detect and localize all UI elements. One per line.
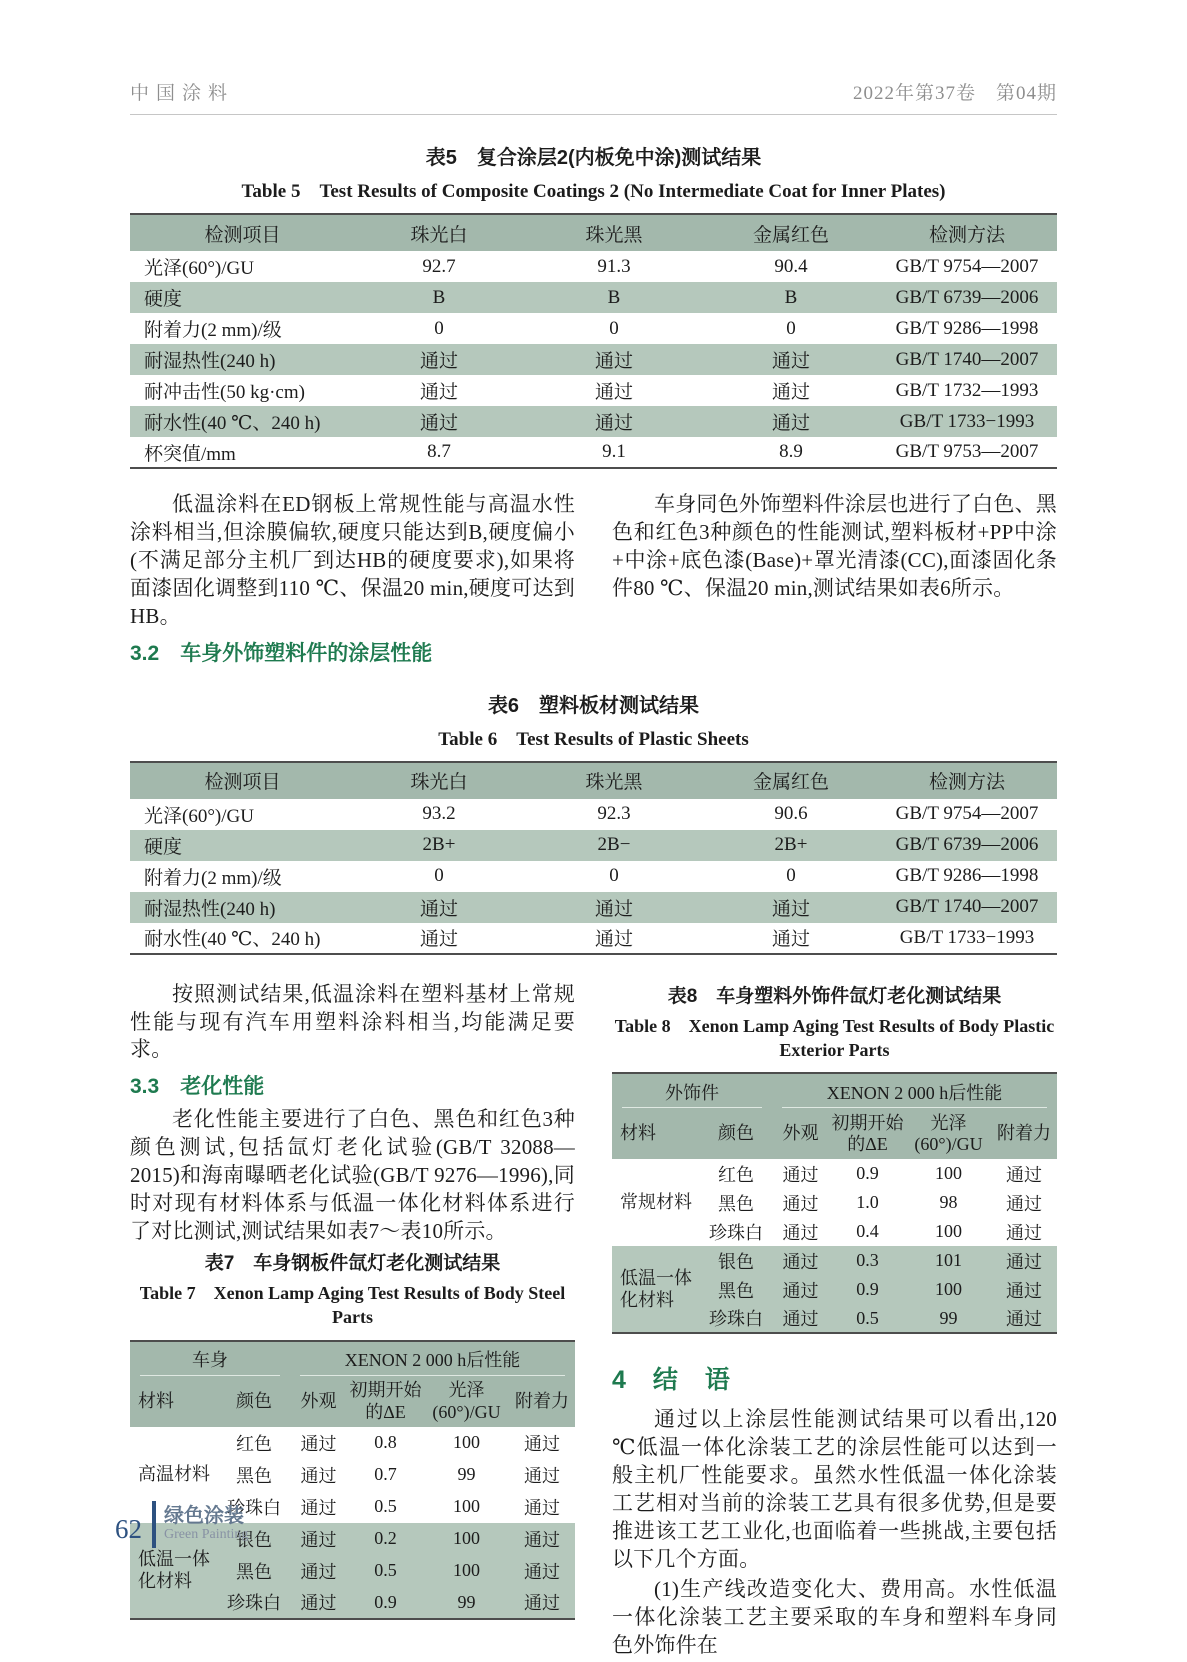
table-cell: 硬度 — [144, 289, 183, 310]
table-cell: 通过 — [524, 1561, 560, 1582]
table8-group-right: XENON 2 000 h后性能 — [772, 1073, 1057, 1109]
table-cell: 0.5 — [374, 1560, 397, 1581]
table-cell: 通过 — [419, 351, 458, 372]
paragraph-plastic-result: 按照测试结果,低温涂料在塑料基材上常规性能与现有汽车用塑料涂料相当,均能满足要求。 — [130, 981, 575, 1062]
table-cell: 通过 — [594, 351, 633, 372]
table-row — [130, 861, 1057, 892]
table8-body — [612, 1159, 1057, 1333]
table6-header-row — [130, 762, 1057, 799]
table8-group-header — [612, 1073, 1057, 1109]
table-cell: 硬度 — [144, 836, 183, 858]
table-cell: GB/T 9753—2007 — [895, 441, 1039, 462]
table7 — [130, 1340, 575, 1620]
column-header-cell: 珠光黑 — [523, 214, 705, 251]
table-cell: 92.3 — [597, 803, 631, 825]
table-cell: 8.7 — [427, 441, 451, 462]
column-header-cell: 附着力 — [509, 1377, 575, 1427]
column-header-cell: 检测方法 — [877, 762, 1057, 799]
table-cell: 耐湿热性(240 h) — [144, 898, 276, 920]
column-header-cell: 初期开始的ΔE — [829, 1109, 906, 1159]
material-cell: 高温材料 — [138, 1464, 210, 1485]
column-header-cell: 珠光白 — [355, 762, 523, 799]
table-row — [612, 1246, 1057, 1275]
table7-column-row — [130, 1377, 575, 1427]
section-row-1 — [130, 491, 1057, 673]
table-cell: GB/T 9754—2007 — [895, 803, 1039, 825]
table-cell: B — [607, 286, 621, 308]
table7-title-en: Table 7 Xenon Lamp Aging Test Results of Body Steel Parts — [139, 1282, 566, 1328]
table6-body — [130, 799, 1057, 954]
right-column-1 — [612, 491, 1057, 605]
table-cell: 通过 — [524, 1529, 560, 1550]
table-cell: 100 — [453, 1496, 480, 1517]
paragraph-conclusion-1: 通过以上涂层性能测试结果可以看出,120 ℃低温一体化涂装工艺的涂层性能可以达到一般主机厂性能要求。虽然水性低温一体化涂装工艺相对当前的涂装工艺具有很多优势,但是要推进该工艺工业化,也面临着一些挑战,主要包括以下几个方面。 — [612, 1407, 1057, 1571]
table-row — [130, 406, 1057, 437]
table-cell: 2B− — [597, 834, 631, 856]
table-row — [130, 892, 1057, 923]
table-cell: 0.9 — [856, 1163, 879, 1184]
table-cell: 1.0 — [856, 1192, 879, 1213]
table-cell: 耐湿热性(240 h) — [144, 351, 276, 372]
table-cell: 0 — [786, 865, 796, 887]
material-cell: 低温一体化材料 — [138, 1548, 210, 1592]
table-cell: 通过 — [594, 382, 633, 403]
column-header-cell: 光泽(60°)/GU — [424, 1377, 509, 1427]
table-cell: 通过 — [419, 929, 458, 951]
table-row — [130, 830, 1057, 861]
table-cell: 9.1 — [602, 441, 626, 462]
table-cell: 通过 — [782, 1193, 819, 1214]
table-cell: 黑色 — [718, 1193, 754, 1214]
table-cell: 耐水性(40 ℃、240 h) — [144, 929, 321, 951]
table-row — [130, 799, 1057, 830]
footer-divider-bar — [152, 1501, 156, 1548]
table-cell: 100 — [453, 1432, 480, 1453]
table-cell: 0.9 — [856, 1279, 879, 1300]
column-header-cell: 初期开始的ΔE — [347, 1377, 424, 1427]
table-cell: 通过 — [1006, 1309, 1042, 1330]
paragraph-conclusion-2: (1)生产线改造变化大、费用高。水性低温一体化涂装工艺主要采取的车身和塑料车身同色外饰件在 — [612, 1576, 1057, 1657]
table-cell: GB/T 9286—1998 — [895, 317, 1039, 339]
table-row — [130, 437, 1057, 468]
table-cell: 100 — [935, 1221, 962, 1242]
table-cell: 98 — [939, 1192, 958, 1213]
table-cell: 100 — [935, 1163, 962, 1184]
table-cell: 通过 — [524, 1465, 560, 1486]
table8-group-left: 外饰件 — [612, 1073, 772, 1109]
table-cell: 通过 — [1006, 1222, 1042, 1243]
footer-label-en: Green Painting — [164, 1527, 249, 1543]
heading-3-3: 3.3 老化性能 — [130, 1075, 265, 1099]
column-header-cell: 光泽(60°)/GU — [906, 1109, 991, 1159]
table-cell: 0 — [434, 865, 444, 887]
table-cell: 银色 — [718, 1251, 754, 1272]
table-cell: GB/T 6739—2006 — [895, 286, 1039, 308]
table-cell: 99 — [457, 1464, 476, 1485]
table-cell: 附着力(2 mm)/级 — [144, 320, 282, 341]
table7-group-right: XENON 2 000 h后性能 — [290, 1341, 575, 1377]
table-cell: 0.9 — [374, 1591, 397, 1612]
table5-title-en: Table 5 Test Results of Composite Coatings 2 (No Intermediate Coat for Inner Plates) — [241, 181, 946, 202]
page-number: 62 — [115, 1514, 142, 1544]
table6-title-en: Table 6 Test Results of Plastic Sheets — [438, 728, 749, 750]
table-cell: 99 — [939, 1307, 958, 1328]
table-row — [130, 313, 1057, 344]
paragraph-ed-steel: 低温涂料在ED钢板上常规性能与高温水性涂料相当,但涂膜偏软,硬度只能达到B,硬度偏小(不满足部分主机厂到达HB的硬度要求),如果将面漆固化调整到110 ℃、保温20 min,硬度可达到HB。 — [130, 492, 575, 628]
table-row — [130, 251, 1057, 282]
paragraph-plastic-parts: 车身同色外饰塑料件涂层也进行了白色、黑色和红色3种颜色的性能测试,塑料板材+PP中涂+中涂+底色漆(Base)+罩光清漆(CC),面漆固化条件80 ℃、保温20 min,测试结果如表6所示。 — [612, 492, 1057, 600]
column-header-cell: 材料 — [130, 1377, 218, 1427]
table-cell: 通过 — [524, 1593, 560, 1614]
table-cell: 通过 — [594, 929, 633, 951]
table-cell: 0 — [434, 317, 444, 339]
table-cell: 杯突值/mm — [144, 443, 236, 465]
table-cell: GB/T 9286—1998 — [895, 865, 1039, 887]
table-cell: 93.2 — [422, 803, 456, 825]
table-cell: 0 — [786, 317, 796, 339]
table-cell: 通过 — [419, 898, 458, 920]
table7-title-zh: 表7 车身钢板件氙灯老化测试结果 — [204, 1252, 501, 1274]
page-header — [130, 78, 1057, 115]
table-cell: GB/T 1733−1993 — [899, 410, 1035, 432]
column-header-cell: 附着力 — [991, 1109, 1057, 1159]
table-cell: 0 — [609, 317, 619, 339]
table-row — [130, 344, 1057, 375]
column-header-cell: 颜色 — [700, 1109, 772, 1159]
table-cell: 珍珠白 — [709, 1309, 763, 1330]
table-cell: 通过 — [300, 1433, 337, 1454]
table-cell: 通过 — [782, 1251, 819, 1272]
column-header-cell: 珠光白 — [355, 214, 523, 251]
table-cell: 珍珠白 — [709, 1222, 763, 1243]
table-cell: 通过 — [524, 1433, 560, 1454]
table-cell: 8.9 — [779, 441, 803, 462]
table-cell: 通过 — [419, 382, 458, 403]
table-cell: 0.8 — [374, 1432, 397, 1453]
table-cell: 通过 — [594, 413, 633, 434]
table7-group-left: 车身 — [130, 1341, 290, 1377]
table-row — [130, 282, 1057, 313]
material-cell: 低温一体化材料 — [620, 1267, 692, 1311]
table-cell: 90.4 — [774, 255, 808, 277]
table6 — [130, 761, 1057, 955]
table-cell: GB/T 1733−1993 — [899, 926, 1035, 948]
column-header-cell: 金属红色 — [705, 214, 877, 251]
table-cell: 0.5 — [856, 1307, 879, 1328]
table-cell: 0.7 — [374, 1464, 397, 1485]
page-footer — [115, 1501, 248, 1548]
table-cell: 通过 — [1006, 1280, 1042, 1301]
table-cell: 通过 — [771, 898, 810, 920]
table8-title-en: Table 8 Xenon Lamp Aging Test Results of Body Plastic Exterior Parts — [614, 1015, 1055, 1060]
table-cell: 通过 — [782, 1309, 819, 1330]
table-cell: 耐水性(40 ℃、240 h) — [144, 413, 321, 434]
column-header-cell: 金属红色 — [705, 762, 877, 799]
table-cell: 耐冲击性(50 kg·cm) — [144, 382, 305, 403]
table-cell: 光泽(60°)/GU — [144, 258, 254, 279]
table-cell: 珍珠白 — [227, 1593, 281, 1614]
table-cell: 通过 — [771, 413, 810, 434]
table-row — [130, 375, 1057, 406]
table-cell: 附着力(2 mm)/级 — [144, 867, 282, 889]
table-cell: 0.2 — [374, 1528, 397, 1549]
table-cell: 92.7 — [422, 255, 456, 277]
table-row — [612, 1159, 1057, 1188]
table-cell: 通过 — [782, 1280, 819, 1301]
table-cell: B — [784, 286, 798, 308]
table-row — [130, 1427, 575, 1459]
table8 — [612, 1072, 1057, 1334]
table-cell: 通过 — [1006, 1164, 1042, 1185]
table-row — [130, 923, 1057, 954]
table-cell: 通过 — [1006, 1193, 1042, 1214]
left-column-1 — [130, 491, 575, 673]
table-cell: 通过 — [1006, 1251, 1042, 1272]
table-cell: 通过 — [771, 382, 810, 403]
table-cell: GB/T 1740—2007 — [895, 348, 1039, 370]
table-cell: 2B+ — [774, 834, 808, 856]
table-cell: 珍珠白 — [227, 1497, 281, 1518]
table-cell: 通过 — [300, 1497, 337, 1518]
table-cell: 银色 — [236, 1529, 272, 1550]
table6-title-zh: 表6 塑料板材测试结果 — [487, 694, 700, 717]
table-cell: 0.3 — [856, 1250, 879, 1271]
table7-group-header — [130, 1341, 575, 1377]
heading-4: 4 结 语 — [612, 1366, 731, 1395]
table-cell: 黑色 — [236, 1465, 272, 1486]
section-row-2 — [130, 981, 1057, 1662]
right-column-2 — [612, 981, 1057, 1662]
table-cell: GB/T 6739—2006 — [895, 834, 1039, 856]
paragraph-aging: 老化性能主要进行了白色、黑色和红色3种颜色测试,包括氙灯老化试验(GB/T 32088—2015)和海南曝晒老化试验(GB/T 9276—1996),同时对现有材料体系与低温一体化材料体系进行了对比测试,测试结果如表7～表10所示。 — [130, 1107, 575, 1244]
table-cell: 通过 — [594, 898, 633, 920]
table-cell: 90.6 — [774, 803, 808, 825]
table8-column-row — [612, 1109, 1057, 1159]
table-cell: GB/T 1740—2007 — [895, 896, 1039, 918]
table5 — [130, 213, 1057, 469]
table-cell: 通过 — [782, 1222, 819, 1243]
table-cell: 通过 — [419, 413, 458, 434]
table-cell: 0.4 — [856, 1221, 879, 1242]
column-header-cell: 检测方法 — [877, 214, 1057, 251]
footer-labels — [164, 1505, 248, 1544]
table-cell: GB/T 1732—1993 — [895, 379, 1039, 401]
table-cell: 通过 — [300, 1593, 337, 1614]
table-cell: 红色 — [236, 1433, 272, 1454]
table-cell: 100 — [453, 1560, 480, 1581]
material-cell: 常规材料 — [620, 1192, 692, 1213]
table-cell: GB/T 9754—2007 — [895, 255, 1039, 277]
column-header-cell: 外观 — [772, 1109, 829, 1159]
column-header-cell: 检测项目 — [130, 762, 355, 799]
table-cell: 0.5 — [374, 1496, 397, 1517]
page-content — [130, 0, 1057, 1662]
table-cell: 光泽(60°)/GU — [144, 805, 254, 827]
table-cell: 0 — [609, 865, 619, 887]
table5-title-zh: 表5 复合涂层2(内板免中涂)测试结果 — [425, 147, 762, 169]
table-cell: 通过 — [524, 1497, 560, 1518]
table-cell: 通过 — [300, 1561, 337, 1582]
table-cell: 通过 — [771, 351, 810, 372]
table-cell: 99 — [457, 1591, 476, 1612]
footer-label-zh: 绿色涂装 — [164, 1505, 244, 1528]
table-cell: 通过 — [771, 929, 810, 951]
column-header-cell: 颜色 — [218, 1377, 290, 1427]
column-header-cell: 珠光黑 — [523, 762, 705, 799]
issue-info: 2022年第37卷 第04期 — [852, 83, 1057, 104]
heading-3-2: 3.2 车身外饰塑料件的涂层性能 — [130, 641, 433, 665]
table-cell: 100 — [935, 1279, 962, 1300]
table-cell: 101 — [935, 1250, 962, 1271]
journal-title: 中国涂料 — [130, 83, 235, 104]
table-cell: 黑色 — [718, 1280, 754, 1301]
table5-header-row — [130, 214, 1057, 251]
table-cell: 91.3 — [597, 255, 631, 277]
column-header-cell: 材料 — [612, 1109, 700, 1159]
table-cell: 红色 — [718, 1164, 754, 1185]
table-cell: 100 — [453, 1528, 480, 1549]
table-cell: 通过 — [300, 1529, 337, 1550]
column-header-cell: 外观 — [290, 1377, 347, 1427]
table-cell: 2B+ — [422, 834, 456, 856]
table-cell: 黑色 — [236, 1561, 272, 1582]
table-cell: B — [432, 286, 446, 308]
table8-title-zh: 表8 车身塑料外饰件氙灯老化测试结果 — [667, 985, 1002, 1007]
table-cell: 通过 — [300, 1465, 337, 1486]
table5-body — [130, 251, 1057, 468]
table-cell: 通过 — [782, 1164, 819, 1185]
column-header-cell: 检测项目 — [130, 214, 355, 251]
